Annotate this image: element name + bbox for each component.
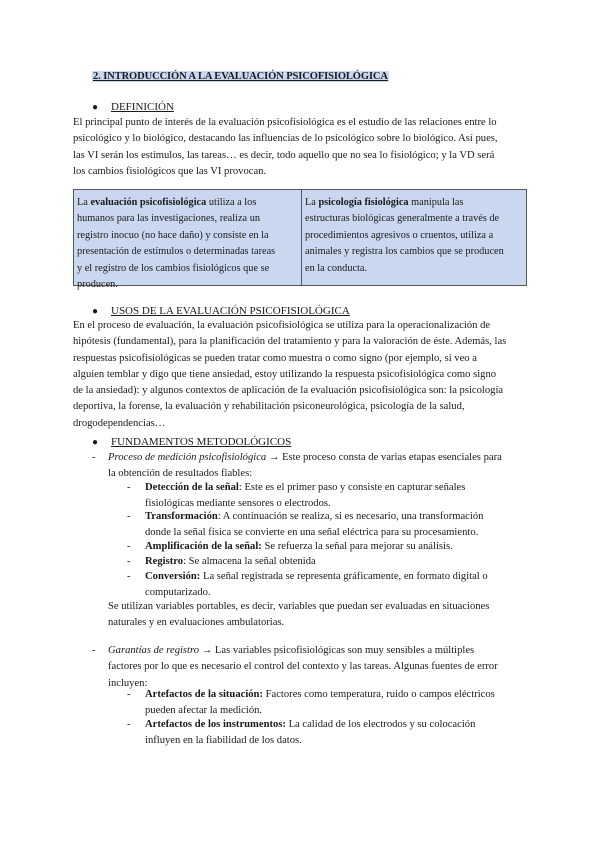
comparison-cell-evaluacion: La evaluación psicofisiológica utiliza a los humanos para las investigaciones, realiza un registro inocuo (no hace daño) y consiste en la presentación de estímulos o determinadas tareas y el registro de los cambios fisiológicos que se producen. xyxy=(74,190,302,285)
bullet-icon: ● xyxy=(92,437,99,448)
heading-usos: ● USOS DE LA EVALUACIÓN PSICOFISIOLÓGICA xyxy=(92,305,350,317)
comparison-cell-psicologia: La psicología fisiológica manipula las estructuras biológicas generalmente a través de procedimientos agresivos o cruentos, utiliza a animales y registra los cambios que se producen en la conducta. xyxy=(305,197,504,274)
comparison-table xyxy=(73,189,527,291)
dash-marker: - xyxy=(92,452,96,463)
document-page: 2. INTRODUCCIÓN A LA EVALUACIÓN PSICOFISIOLÓGICA ● DEFINICIÓN El principal punto de interés de la evaluación psicofisiológica es el estudio de las relaciones entre lo psicológico y lo biológico, destacando las influencias de lo psicológico sobre lo biológico. Así pues, las VI serán los estímulos, las tareas… es decir, todo aquello que no sea lo fisiológico; y la VD será los cambios fisiológicos que las VI provocan. La evaluación psicofisiológica utiliza a los humanos para las investigaciones, realiza un registro inocuo (no hace daño) y consiste en la presentación de estímulos o determinadas tareas y el registro de los cambios fisiológicos que se producen. La psicología fisiológica manipula las estructuras biológicas generalmente a través de procedimientos agresivos o cruentos, utiliza a animales y registra los cambios que se producen en la conducta. ● USOS DE LA EVALUACIÓN PSICOFISIOLÓGICA En el proceso de evaluación, la evaluación psicofisiológica se utiliza para la operacionalización de hipótesis (fundamental), para la planificación del tratamiento y para la valoración de éste. Además, las respuestas psicofisiológicas se pueden tratar como muestra o como signo (por ejemplo, si veo a alguien temblar y digo que tiene ansiedad, estoy utilizando la respuesta psicofisiológica como signo de la ansiedad): y algunos contextos de aplicación de la evaluación psicofisiológica son: la psicología deportiva, la forense, la evaluación y rehabilitación psiconeurológica, psicología de la salud, drogodependencias… ● FUNDAMENTOS METODOLÓGICOS - Proceso de medición psicofisiológica → Este proceso consta de varias etapas esenciales para la obtención de resultados fiables: - Detección de la señal: Este es el primer paso y consiste en capturar señales fisiológicas mediante sensores o electrodos. - Transformación: A continuación se realiza, si es necesario, una transformación donde la señal física se convierte en una señal eléctrica para su procesamiento. - Amplificación de la señal: Se refuerza la señal para mejorar su análisis. - Registro: Se almacena la señal obtenida - Conversión: La señal registrada se representa gráficamente, en formato digital o computarizado. Se utilizan variables portables, es decir, variables que puedan ser evaluadas en situaciones naturales y en evaluaciones ambulatorias. - Garantías de registro → Las variables psicofisiológicas son muy sensibles a múltiples factores por lo que es necesario el control del contexto y las tareas. Algunas fuentes de error incluyen: - Artefactos de la situación: Factores como temperatura, ruido o campos eléctricos pueden afectar la medición. - Artefactos de los instrumentos: La calidad de los electrodos y su colocación influyen en la fiabilidad de los datos. xyxy=(0,0,600,848)
bullet-icon: ● xyxy=(92,306,99,317)
definicion-paragraph: El principal punto de interés de la evaluación psicofisiológica es el estudio de las relaciones entre lo psicológico y lo biológico, destacando las influencias de lo psicológico sobre lo biológico. Así pues, las VI serán los estímulos, las tareas… es decir, todo aquello que no sea lo fisiológico; y la VD será los cambios fisiológicos que las VI provocan. xyxy=(73,117,498,177)
dash-marker: - xyxy=(92,645,96,656)
bullet-icon: ● xyxy=(92,102,99,113)
proceso-note: Se utilizan variables portables, es decir, variables que puedan ser evaluadas en situaciones naturales y en evaluaciones ambulatorias. xyxy=(108,601,490,629)
heading-definicion: ● DEFINICIÓN xyxy=(92,101,174,113)
heading-fundamentos: ● FUNDAMENTOS METODOLÓGICOS xyxy=(92,436,292,448)
section-title: 2. INTRODUCCIÓN A LA EVALUACIÓN PSICOFISIOLÓGICA xyxy=(93,71,388,82)
usos-paragraph: En el proceso de evaluación, la evaluación psicofisiológica se utiliza para la operacionalización de hipótesis (fundamental), para la planificación del tratamiento y para la valoración de éste. Además, las respuestas psicofisiológicas se pueden tratar como muestra o como signo (por ejemplo, si veo a alguien temblar y digo que tiene ansiedad, estoy utilizando la respuesta psicofisiológica como signo de la ansiedad): y algunos contextos de aplicación de la evaluación psicofisiológica son: la psicología deportiva, la forense, la evaluación y rehabilitación psiconeurológica, psicología de la salud, drogodependencias… xyxy=(73,320,507,429)
